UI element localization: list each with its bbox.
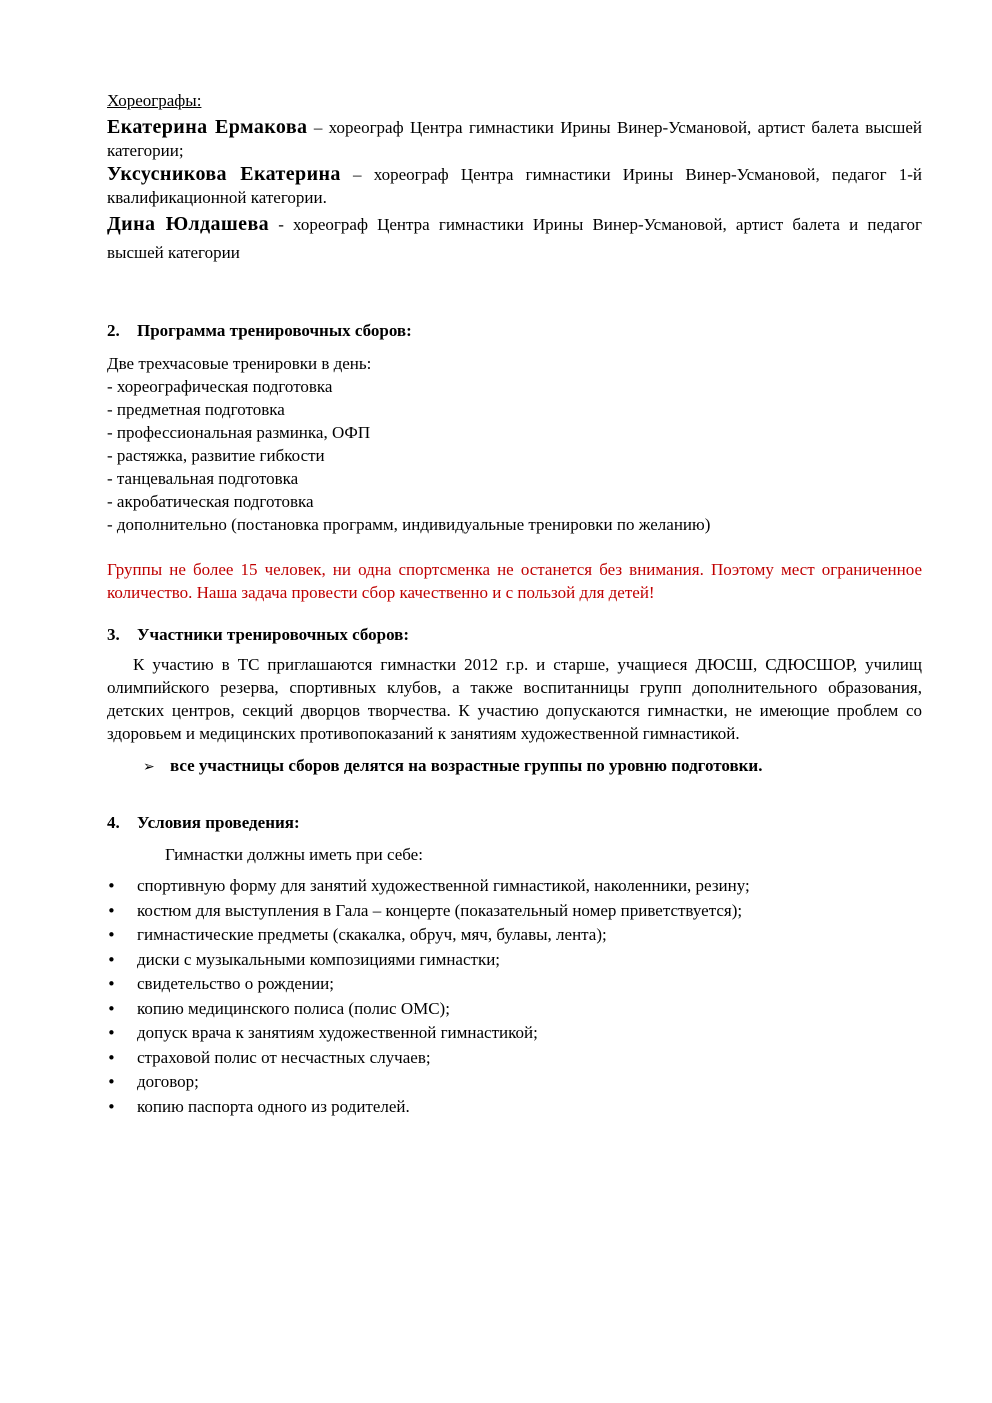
list-item	[107, 1070, 922, 1095]
section-number: 2.	[107, 321, 120, 340]
list-item	[107, 923, 922, 948]
list-item-text: договор;	[137, 1072, 199, 1091]
list-item: - дополнительно (постановка программ, индивидуальные тренировки по желанию)	[107, 515, 711, 534]
program-list	[107, 375, 922, 536]
list-item-text: свидетельство о рождении;	[137, 974, 334, 993]
section-number: 4.	[107, 813, 120, 832]
arrow-bullet-icon: ➢	[143, 759, 155, 775]
bullet-icon: •	[107, 1024, 116, 1042]
list-item-text: допуск врача к занятиям художественной гимнастикой;	[137, 1023, 538, 1042]
list-item	[107, 899, 922, 924]
age-groups-text: все участницы сборов делятся на возрастные группы по уровню подготовки.	[170, 756, 763, 775]
participants-text: К участию в ТС приглашаются гимнастки 2012 г.р. и старше, учащиеся ДЮСШ, СДЮСШОР, училищ олимпийского резерва, спортивных клубов, а также воспитанницы групп дополнительного образования, детских центров, секций дворцов творчества. К участию допускаются гимнастки, не имеющие проблем со здоровьем и медицинских противопоказаний к занятиям художественной гимнастикой.	[107, 655, 922, 743]
section-title: Условия проведения:	[137, 813, 300, 832]
section-number: 3.	[107, 625, 120, 644]
section-title: Программа тренировочных сборов:	[137, 321, 412, 340]
age-groups-note	[143, 755, 922, 778]
choreographers-title: Хореографы:	[107, 91, 202, 110]
list-item	[107, 972, 922, 997]
bullet-icon: •	[107, 1048, 116, 1067]
choreographer-entry	[107, 210, 922, 267]
bullet-icon: •	[107, 877, 116, 895]
choreographer-name: Екатерина Ермакова	[107, 116, 308, 138]
list-item	[107, 1021, 922, 1046]
list-item-text: диски с музыкальными композициями гимнастки;	[137, 949, 501, 969]
section-4-heading	[107, 812, 922, 834]
program-intro: Две трехчасовые тренировки в день:	[107, 354, 372, 373]
choreographer-desc: – хореограф Центра гимнастики Ирины Винер-Усмановой, артист балета высшей категории;	[107, 118, 923, 160]
list-item: - хореографическая подготовка	[107, 377, 333, 396]
list-item-text: костюм для выступления в Гала – концерте (показательный номер приветствуется);	[137, 900, 743, 920]
group-size-notice: Группы не более 15 человек, ни одна спортсменка не останется без внимания. Поэтому мест ограниченное количество. Наша задача провести сбор качественно и с пользой для детей!	[107, 560, 922, 602]
bullet-icon: •	[107, 999, 116, 1018]
bullet-icon: •	[107, 1097, 116, 1116]
document-content	[107, 90, 922, 1119]
choreographer-name: Дина Юлдашева	[107, 213, 270, 235]
choreographer-desc: – хореограф Центра гимнастики Ирины Винер-Усмановой, педагог 1-й квалификационной категории.	[107, 165, 922, 207]
conditions-intro: Гимнастки должны иметь при себе:	[165, 845, 423, 864]
list-item: - профессиональная разминка, ОФП	[107, 423, 371, 442]
list-item-text: копию паспорта одного из родителей.	[137, 1096, 410, 1116]
list-item	[107, 1095, 922, 1120]
list-item: - акробатическая подготовка	[107, 492, 314, 511]
bullet-icon: •	[107, 1073, 116, 1091]
list-item: - растяжка, развитие гибкости	[107, 446, 325, 465]
list-item: - танцевальная подготовка	[107, 469, 299, 488]
choreographer-desc: - хореограф Центра гимнастики Ирины Винер-Усмановой, артист балета и педагог высшей категории	[107, 215, 922, 262]
bullet-icon: •	[107, 926, 116, 944]
list-item-text: гимнастические предметы (скакалка, обруч, мяч, булавы, лента);	[137, 925, 607, 944]
section-2-heading	[107, 320, 922, 342]
list-item	[107, 997, 922, 1022]
required-items-list	[107, 874, 922, 1119]
list-item	[107, 1046, 922, 1071]
list-item-text: страховой полис от несчастных случаев;	[137, 1047, 431, 1067]
section-3-heading	[107, 624, 922, 646]
section-title: Участники тренировочных сборов:	[137, 625, 409, 644]
list-item: - предметная подготовка	[107, 400, 285, 419]
list-item-text: спортивную форму для занятий художественной гимнастикой, наколенники, резину;	[137, 876, 750, 895]
choreographer-entry	[107, 116, 922, 162]
choreographer-entry	[107, 163, 922, 209]
list-item	[107, 948, 922, 973]
list-item	[107, 874, 922, 899]
bullet-icon: •	[107, 901, 116, 920]
list-item-text: копию медицинского полиса (полис ОМС);	[137, 998, 450, 1018]
bullet-icon: •	[107, 950, 116, 969]
choreographer-name: Уксусникова Екатерина	[107, 163, 341, 185]
bullet-icon: •	[107, 975, 116, 993]
